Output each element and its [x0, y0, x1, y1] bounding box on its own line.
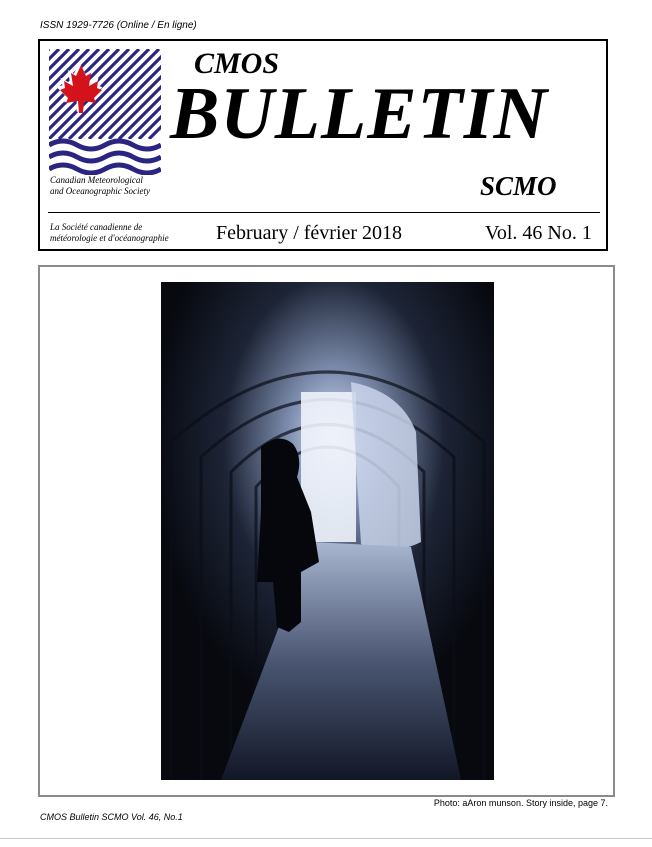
scmo-heading: SCMO — [480, 171, 557, 201]
org-en-line-1: Canadian Meteorological — [50, 175, 143, 185]
organization-name-english — [50, 175, 150, 197]
masthead-divider — [48, 212, 600, 213]
footer-reference: CMOS Bulletin SCMO Vol. 46, No.1 — [40, 812, 183, 822]
cmos-logo — [49, 49, 161, 175]
cover-photo — [161, 282, 494, 780]
cover-photo-frame — [38, 265, 615, 797]
organization-name-french — [50, 222, 169, 244]
issn-label: ISSN 1929-7726 (Online / En ligne) — [40, 20, 197, 31]
volume-number: Vol. 46 No. 1 — [485, 222, 592, 244]
bulletin-title: BULLETIN — [170, 73, 548, 155]
org-en-line-2: and Oceanographic Society — [50, 186, 150, 196]
org-fr-line-1: La Société canadienne de — [50, 222, 143, 232]
org-fr-line-2: météorologie et d'océanographie — [50, 233, 169, 243]
cmos-heading: CMOS — [194, 47, 280, 80]
issue-date: February / février 2018 — [216, 222, 403, 244]
photo-credit: Photo: aAron munson. Story inside, page 7. — [433, 798, 608, 808]
masthead — [38, 39, 608, 251]
footer-divider — [0, 838, 652, 839]
